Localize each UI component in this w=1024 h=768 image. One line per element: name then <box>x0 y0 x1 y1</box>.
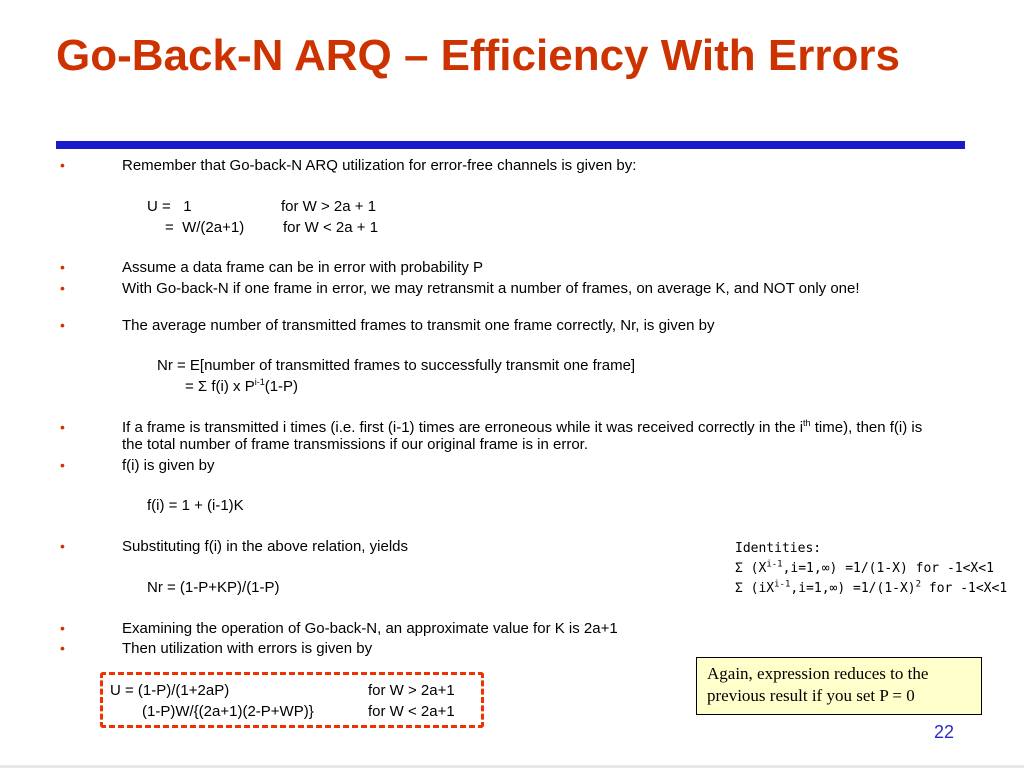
identity-2-mid: ,i=1,∞) =1/(1-X) <box>790 581 916 596</box>
bullet-5-superscript: th <box>803 418 811 428</box>
bullet-marker: • <box>60 620 65 636</box>
identity-2-tail: for -1<X<1 <box>921 581 1008 596</box>
bullet-5-text-cont: time), then f(i) is the total number of frame transmissions if our original frame is in error. <box>122 419 923 453</box>
formula-u-case2: = W/(2a+1) <box>165 219 245 236</box>
bullet-marker: • <box>60 280 65 296</box>
bullet-fi-given-by: f(i) is given by <box>122 457 215 474</box>
identity-1 <box>735 559 1007 579</box>
page-number: 22 <box>934 722 955 742</box>
identity-2-text: Σ (iX <box>735 581 775 596</box>
formula-u-case1: U = 1 <box>147 198 192 215</box>
identity-1-exponent: i-1 <box>766 559 783 570</box>
formula-fi: f(i) = 1 + (i-1)K <box>147 497 244 514</box>
formula-final-case2-condition: for W < 2a+1 <box>368 703 455 720</box>
note-box: Again, expression reduces to the previous result if you set P = 0 <box>696 657 982 715</box>
bullet-retransmit-frames: With Go-back-N if one frame in error, we may retransmit a number of frames, on average K, and NOT only one! <box>122 280 860 297</box>
bullet-marker: • <box>60 157 65 173</box>
bullet-marker: • <box>60 640 65 656</box>
formula-nr-definition: Nr = E[number of transmitted frames to successfully transmit one frame] <box>157 357 636 374</box>
bullet-approximate-k: Examining the operation of Go-back-N, an approximate value for K is 2a+1 <box>122 620 618 637</box>
identities-heading: Identities: <box>735 541 822 556</box>
identities-block <box>735 539 1007 599</box>
identity-1-tail: ,i=1,∞) =1/(1-X) for -1<X<1 <box>782 561 994 576</box>
bullet-marker: • <box>60 259 65 275</box>
bullet-marker: • <box>60 317 65 333</box>
slide-title: Go-Back-N ARQ – Efficiency With Errors <box>56 31 900 80</box>
formula-nr-sum-exponent: i-1 <box>254 377 265 387</box>
formula-final-case1-condition: for W > 2a+1 <box>368 682 455 699</box>
formula-final-case1: U = (1-P)/(1+2aP) <box>110 682 230 699</box>
formula-nr-sum-tail: (1-P) <box>264 378 299 395</box>
bullet-marker: • <box>60 538 65 554</box>
identity-2 <box>735 579 1007 599</box>
bullet-marker: • <box>60 457 65 473</box>
formula-nr-result: Nr = (1-P+KP)/(1-P) <box>147 579 280 596</box>
identity-2-square: 2 <box>915 579 922 590</box>
formula-u-case2-condition: for W < 2a + 1 <box>283 219 379 236</box>
bullet-frame-transmitted-i-times <box>122 419 932 453</box>
formula-final-case2: (1-P)W/{(2a+1)(2-P+WP)} <box>142 703 314 720</box>
formula-nr-sum <box>185 378 298 395</box>
bullet-average-transmitted: The average number of transmitted frames to transmit one frame correctly, Nr, is given by <box>122 317 715 334</box>
bullet-error-probability: Assume a data frame can be in error with probability P <box>122 259 484 276</box>
formula-nr-sum-text: = Σ f(i) x P <box>185 378 255 395</box>
identity-1-text: Σ (X <box>735 561 767 576</box>
bullet-utilization-with-errors: Then utilization with errors is given by <box>122 640 373 657</box>
bullet-substituting: Substituting f(i) in the above relation, yields <box>122 538 408 555</box>
formula-u-case1-condition: for W > 2a + 1 <box>281 198 377 215</box>
bullet-marker: • <box>60 419 65 435</box>
bullet-5-text: If a frame is transmitted i times (i.e. first (i-1) times are erroneous while it was received correctly in the i <box>122 419 804 436</box>
title-underline <box>56 141 965 149</box>
identity-2-exponent: i-1 <box>774 579 791 590</box>
bullet-error-free-utilization: Remember that Go-back-N ARQ utilization for error-free channels is given by: <box>122 157 637 174</box>
